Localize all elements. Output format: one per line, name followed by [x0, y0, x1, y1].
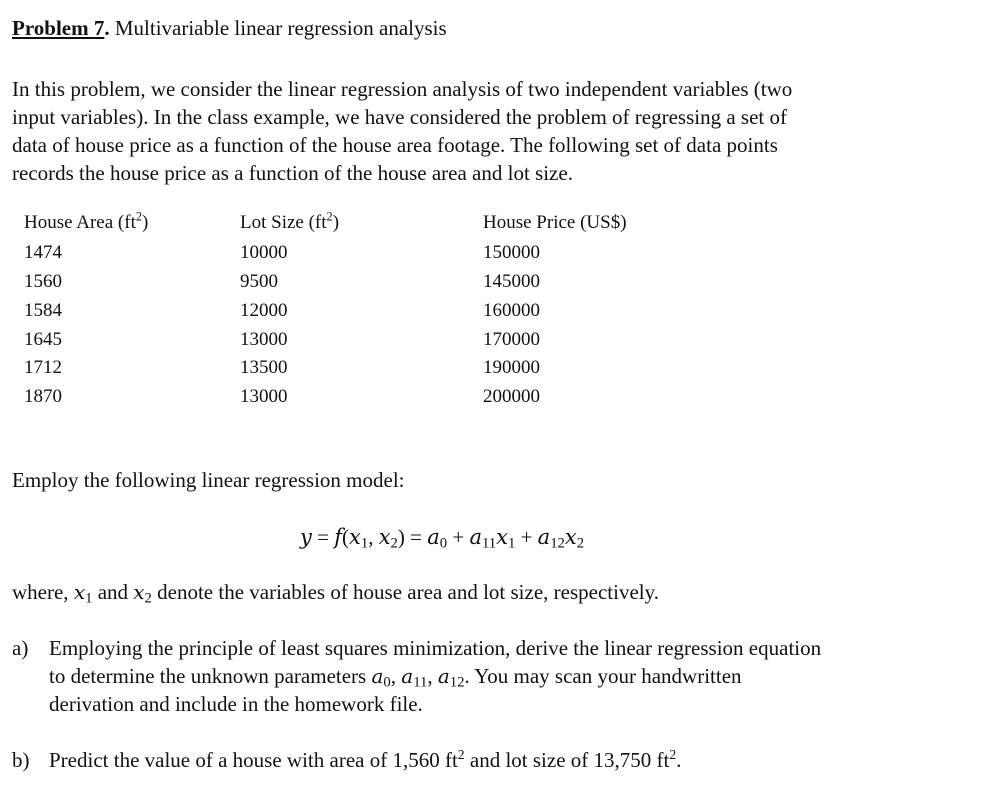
cell-price: 200000 [483, 386, 540, 407]
regression-equation: $y = f(x_1$, $x_2) = a_0 + a_{11}x_1 + a_{12}x_2$ [300, 525, 585, 552]
intro-line: input variables). In the class example, we have considered the problem of regressing a set of [12, 105, 787, 129]
cell-lot: 9500 [240, 271, 278, 292]
cell-price: 170000 [483, 329, 540, 350]
part-a-label: a) [12, 636, 29, 660]
cell-lot: 10000 [240, 242, 288, 263]
cell-price: 150000 [483, 242, 540, 263]
cell-lot: 13500 [240, 357, 288, 378]
problem-title-text: Multivariable linear regression analysis [114, 16, 447, 40]
model-intro: Employ the following linear regression model: [12, 468, 405, 492]
cell-area: 1712 [24, 357, 62, 378]
cell-price: 160000 [483, 300, 540, 321]
intro-line: data of house price as a function of the house area footage. The following set of data points [12, 133, 778, 157]
cell-lot: 13000 [240, 386, 288, 407]
part-b-label: b) [12, 748, 30, 772]
part-a-line1: Employing the principle of least squares minimization, derive the linear regression equation [49, 636, 822, 660]
cell-area: 1645 [24, 329, 62, 350]
cell-lot: 13000 [240, 329, 288, 350]
cell-price: 190000 [483, 357, 540, 378]
part-a-line3: derivation and include in the homework file. [49, 692, 423, 716]
problem-title: Problem 7. Multivariable linear regression analysis [12, 16, 447, 40]
cell-lot: 12000 [240, 300, 288, 321]
intro-paragraph [12, 75, 972, 187]
header-lot-size: Lot Size $(ft^2)$ [240, 209, 340, 233]
where-line: where, $x_1$ and $x_2$ denote the variables of house area and lot size, respectively. [12, 580, 659, 607]
cell-area: 1474 [24, 242, 62, 263]
intro-line: records the house price as a function of the house area and lot size. [12, 161, 573, 185]
part-b-text: Predict the value of a house with area of 1,560 $ft^2$ and lot size of 13,750 $ft^2$. [49, 746, 682, 772]
header-house-area: House Area $(ft^2)$ [24, 209, 149, 233]
cell-area: 1584 [24, 300, 62, 321]
cell-area: 1560 [24, 271, 62, 292]
header-house-price: House Price (US$) [483, 212, 627, 233]
problem-number: Problem 7 [12, 16, 105, 40]
cell-price: 145000 [483, 271, 540, 292]
cell-area: 1870 [24, 386, 62, 407]
part-a-line2: to determine the unknown parameters $a_0$, $a_{11}$, $a_{12}$. You may scan your handwritten [49, 664, 742, 691]
intro-line: In this problem, we consider the linear regression analysis of two independent variables (two [12, 77, 793, 101]
